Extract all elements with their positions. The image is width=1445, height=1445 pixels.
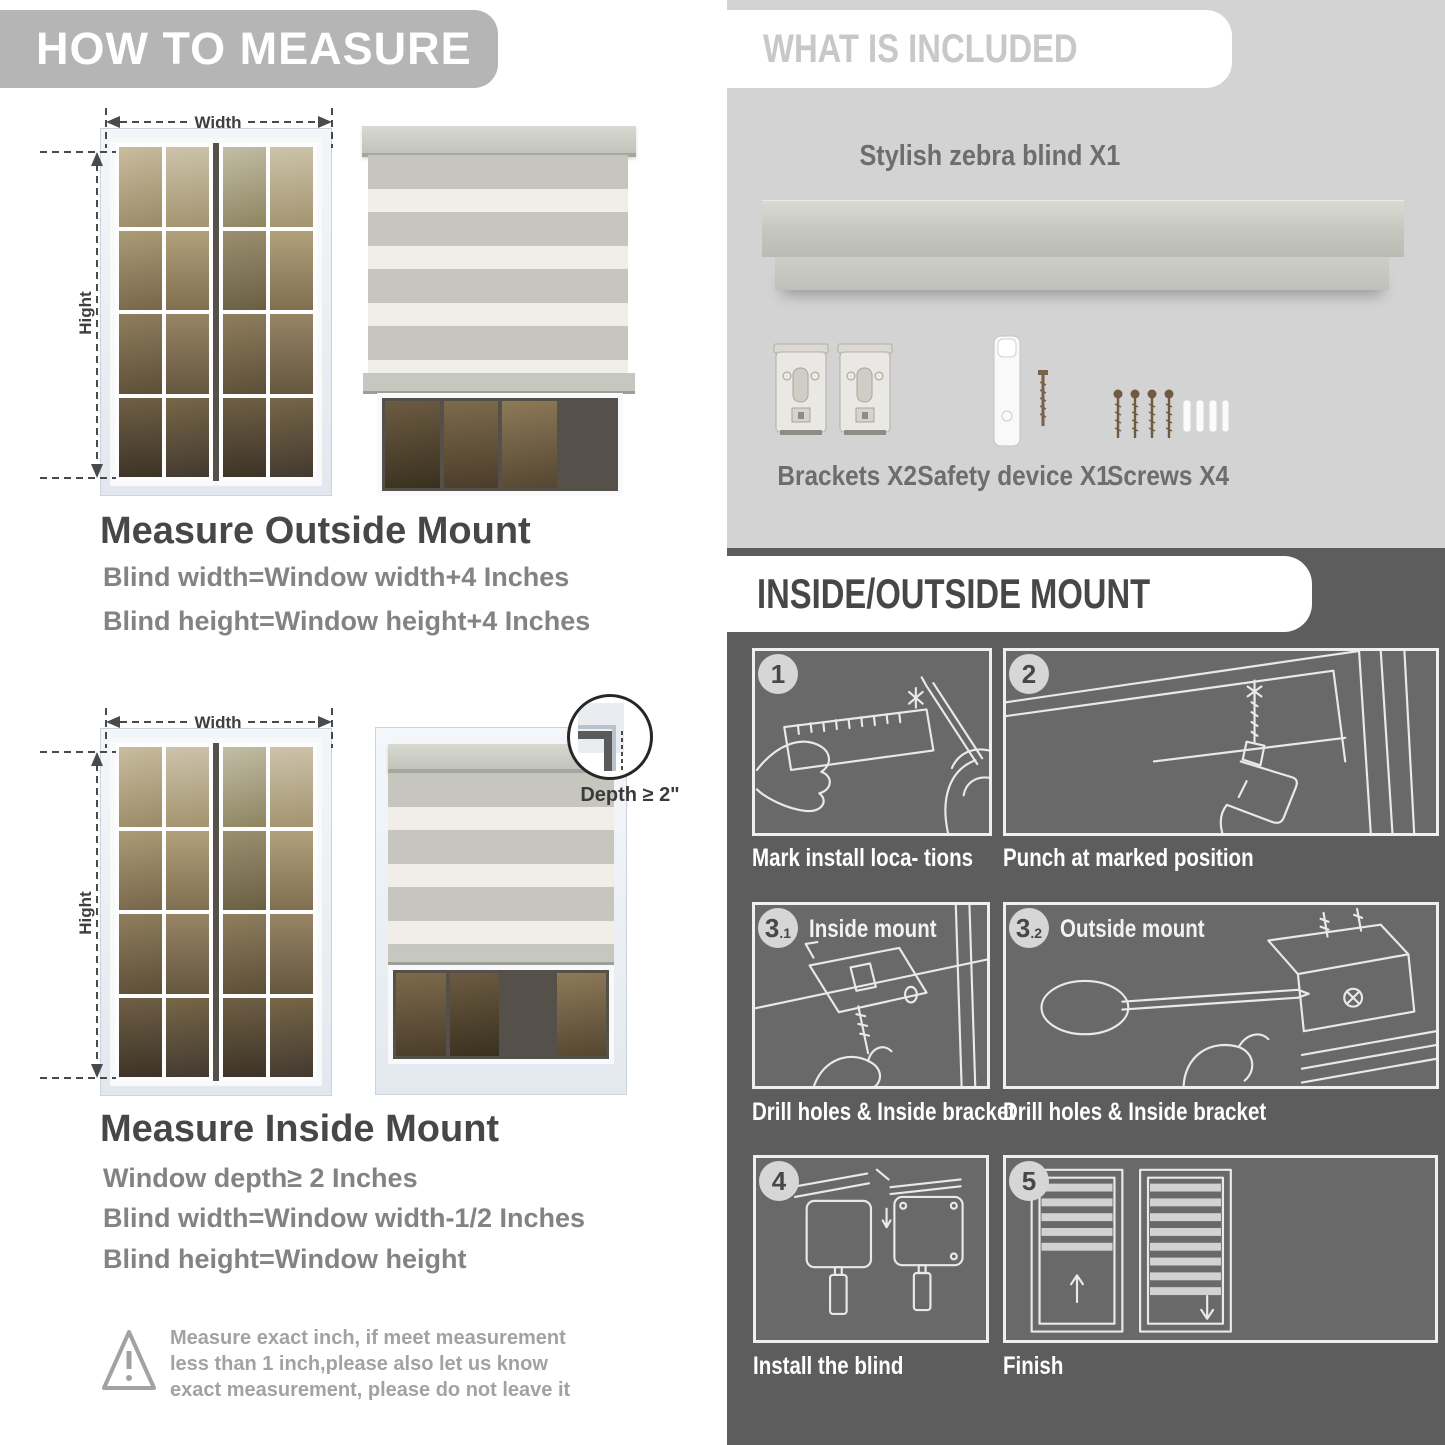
what-is-included-banner [727, 10, 1232, 88]
screws-icon [1111, 388, 1229, 442]
zebra-blind-headrail-valance [775, 257, 1389, 290]
how-to-measure-banner [0, 10, 498, 88]
mount-guide-section [727, 548, 1445, 1445]
step-caption-5: Finish [1003, 1352, 1064, 1380]
step-number-badge: 3 .1 [758, 908, 798, 948]
step-caption-4: Install the blind [753, 1352, 904, 1380]
inside-mount-line2: Blind width=Window width-1/2 Inches [103, 1203, 586, 1233]
zebra-fabric-outside [368, 155, 628, 373]
how-to-measure-title: HOW TO MEASURE [36, 23, 472, 74]
outside-mount-line2: Blind height=Window height+4 Inches [103, 606, 591, 636]
step-panel-1 [752, 648, 992, 836]
step-number-badge: 1 [758, 654, 798, 694]
part-label-safety-device: Safety device X1 [917, 460, 1110, 491]
measure-arrows-outside [40, 100, 360, 520]
depth-note: Depth ≥ 2" [580, 784, 680, 806]
blind-cassette-outside [362, 126, 636, 157]
zebra-blind-headrail [762, 200, 1404, 257]
step-caption-3-2: Drill holes & Inside bracket [1003, 1098, 1267, 1126]
finished-blinds-illustration [1006, 1158, 1435, 1342]
step-panel-4 [753, 1155, 989, 1343]
blind-bottom-rail-outside [363, 373, 635, 394]
brackets-icon [772, 342, 894, 442]
exclamation-triangle-icon [100, 1327, 158, 1393]
outside-mount-title: Measure Outside Mount [100, 510, 531, 552]
included-section [727, 0, 1445, 548]
step-number-badge: 2 [1009, 654, 1049, 694]
measure-arrows-inside [40, 700, 360, 1120]
window-with-inside-blind [375, 727, 627, 1095]
height-label: Hight [76, 891, 95, 935]
step-number-badge: 4 [759, 1161, 799, 1201]
step-panel-5 [1003, 1155, 1438, 1343]
step-title-outside-mount: Outside mount [1060, 915, 1205, 943]
product-label: Stylish zebra blind X1 [859, 140, 1121, 172]
window-under-blind [377, 393, 623, 496]
inside-outside-mount-banner [727, 556, 1312, 632]
inside-mount-line1: Window depth≥ 2 Inches [103, 1163, 418, 1193]
drill-punch-illustration [1006, 651, 1436, 835]
height-label: Hight [76, 291, 95, 335]
window-under-blind [388, 965, 614, 1064]
part-label-screws: Screws X4 [1107, 460, 1230, 491]
step-caption-1: Mark install loca- tions [752, 844, 974, 872]
outside-mount-line1: Blind width=Window width+4 Inches [103, 562, 570, 592]
inside-mount-line3: Blind height=Window height [103, 1244, 467, 1274]
inside-outside-mount-title: INSIDE/OUTSIDE MOUNT [757, 570, 1151, 617]
measure-warning-text: Measure exact inch, if meet measurement less than 1 inch,please also let us know exact measurement, please do not leave it [170, 1327, 571, 1401]
step-panel-2 [1003, 648, 1439, 836]
depth-magnifier-icon [567, 694, 653, 780]
step-number-badge: 5 [1009, 1161, 1049, 1201]
step-title-inside-mount: Inside mount [809, 915, 937, 943]
step-caption-2: Punch at marked position [1003, 844, 1254, 872]
part-label-brackets: Brackets X2 [777, 460, 917, 491]
safety-device-icon [982, 334, 1058, 450]
what-is-included-title: WHAT IS INCLUDED [763, 27, 1078, 71]
step-panel-3-1 [752, 902, 990, 1089]
width-label: Width [194, 713, 242, 732]
step-caption-3-1: Drill holes & Inside bracket [752, 1098, 1016, 1126]
step-panel-3-2 [1003, 902, 1439, 1089]
step-number-badge: 3 .2 [1009, 908, 1049, 948]
width-label: Width [194, 113, 242, 132]
blind-bottom-rail-inside [388, 949, 614, 965]
inside-mount-title: Measure Inside Mount [100, 1108, 500, 1150]
